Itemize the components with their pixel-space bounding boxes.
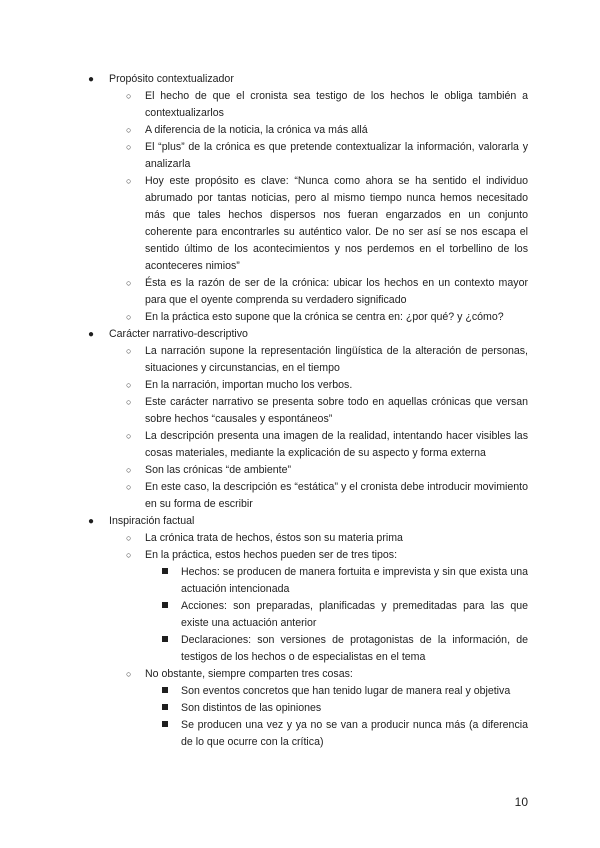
list-item-level3 [0, 598, 600, 632]
list-item-text: Son las crónicas “de ambiente” [145, 464, 292, 476]
bullet-circle-icon: ○ [126, 533, 132, 543]
list-item-level1 [0, 71, 600, 88]
list-item-level2 [0, 139, 600, 173]
list-item-text: El “plus” de la crónica es que pretende contextualizar la información, valorarla y analizarla [145, 141, 528, 170]
bullet-circle-icon: ○ [126, 380, 132, 390]
list-item-text: Declaraciones: son versiones de protagonistas de la información, de testigos de los hechos o de especialistas en el tema [181, 634, 528, 663]
bullet-circle-icon: ○ [126, 669, 132, 679]
list-item-level2 [0, 309, 600, 326]
page-number: 10 [514, 795, 528, 809]
list-item-level3 [0, 564, 600, 598]
list-item-text: La descripción presenta una imagen de la realidad, intentando hacer visibles las cosas materiales, mediante la explicación de su aspecto y forma externa [145, 430, 528, 459]
list-item-text: La crónica trata de hechos, éstos son su materia prima [145, 532, 403, 544]
list-item-text: En la narración, importan mucho los verbos. [145, 379, 353, 391]
list-item-level2 [0, 275, 600, 309]
list-item-level3 [0, 700, 600, 717]
bullet-square-icon [162, 683, 168, 700]
list-item-text: Este carácter narrativo se presenta sobre todo en aquellas crónicas que versan sobre hechos “causales y espontáneos” [145, 396, 528, 425]
bullet-square-icon [162, 700, 168, 717]
list-item-level2 [0, 122, 600, 139]
list-item-text: Hechos: se producen de manera fortuita e imprevista y sin que exista una actuación intencionada [181, 566, 528, 595]
list-item-text: En este caso, la descripción es “estática” y el cronista debe introducir movimiento en su forma de escribir [145, 481, 528, 510]
list-item-level2 [0, 428, 600, 462]
list-item-level2 [0, 530, 600, 547]
list-item-level1 [0, 513, 600, 530]
bullet-circle-icon: ○ [126, 125, 132, 135]
bullet-circle-icon: ○ [126, 278, 132, 288]
bullet-circle-icon: ○ [126, 142, 132, 152]
section-title: Carácter narrativo-descriptivo [109, 328, 248, 340]
bullet-circle-icon: ○ [126, 397, 132, 407]
list-item-level2 [0, 479, 600, 513]
list-item-text: En la práctica esto supone que la crónica se centra en: ¿por qué? y ¿cómo? [145, 311, 504, 323]
bullet-circle-icon: ○ [126, 550, 132, 560]
list-item-level3 [0, 717, 600, 751]
bullet-list [0, 71, 600, 751]
list-item-text: La narración supone la representación lingüística de la alteración de personas, situaciones y circunstancias, en el tiempo [145, 345, 528, 374]
list-item-text: No obstante, siempre comparten tres cosas: [145, 668, 353, 680]
list-item-text: Ésta es la razón de ser de la crónica: ubicar los hechos en un contexto mayor para que el oyente comprenda su verdadero significado [145, 277, 528, 306]
bullet-disc-icon: ● [88, 516, 95, 527]
list-item-text: A diferencia de la noticia, la crónica va más allá [145, 124, 368, 136]
list-item-level2 [0, 88, 600, 122]
bullet-circle-icon: ○ [126, 312, 132, 322]
section-title: Inspiración factual [109, 515, 195, 527]
bullet-square-icon [162, 598, 168, 615]
list-item-level1 [0, 326, 600, 343]
bullet-disc-icon: ● [88, 329, 95, 340]
list-item-level2 [0, 377, 600, 394]
bullet-square-icon [162, 717, 168, 734]
bullet-square-icon [162, 564, 168, 581]
bullet-circle-icon: ○ [126, 431, 132, 441]
section-title: Propósito contextualizador [109, 73, 234, 85]
list-item-level2 [0, 343, 600, 377]
list-item-text: Hoy este propósito es clave: “Nunca como ahora se ha sentido el individuo abrumado por tantas noticias, pero al mismo tiempo nunca hemos necesitado más que tales hechos dispersos nos fueran engarzados en un conjunto coherente para encontrarles su auténtico valor. De no ser así se nos escapa el sentido último de los acontecimientos y nos perdemos en el torbellino de los aconteceres nimios” [145, 175, 528, 272]
list-item-level3 [0, 632, 600, 666]
list-item-level2 [0, 666, 600, 683]
list-item-text: Son distintos de las opiniones [181, 702, 322, 714]
list-item-text: El hecho de que el cronista sea testigo de los hechos le obliga también a contextualizarlos [145, 90, 528, 119]
bullet-circle-icon: ○ [126, 465, 132, 475]
bullet-square-icon [162, 632, 168, 649]
list-item-level2 [0, 173, 600, 275]
bullet-circle-icon: ○ [126, 91, 132, 101]
list-item-text: En la práctica, estos hechos pueden ser de tres tipos: [145, 549, 398, 561]
list-item-level2 [0, 547, 600, 564]
list-item-text: Se producen una vez y ya no se van a producir nunca más (a diferencia de lo que ocurre con la crítica) [181, 719, 528, 748]
bullet-disc-icon: ● [88, 74, 95, 85]
list-item-level2 [0, 394, 600, 428]
bullet-circle-icon: ○ [126, 176, 132, 186]
list-item-text: Son eventos concretos que han tenido lugar de manera real y objetiva [181, 685, 511, 697]
list-item-text: Acciones: son preparadas, planificadas y premeditadas para las que existe una actuación anterior [181, 600, 528, 629]
list-item-level3 [0, 683, 600, 700]
bullet-circle-icon: ○ [126, 482, 132, 492]
bullet-circle-icon: ○ [126, 346, 132, 356]
list-item-level2 [0, 462, 600, 479]
